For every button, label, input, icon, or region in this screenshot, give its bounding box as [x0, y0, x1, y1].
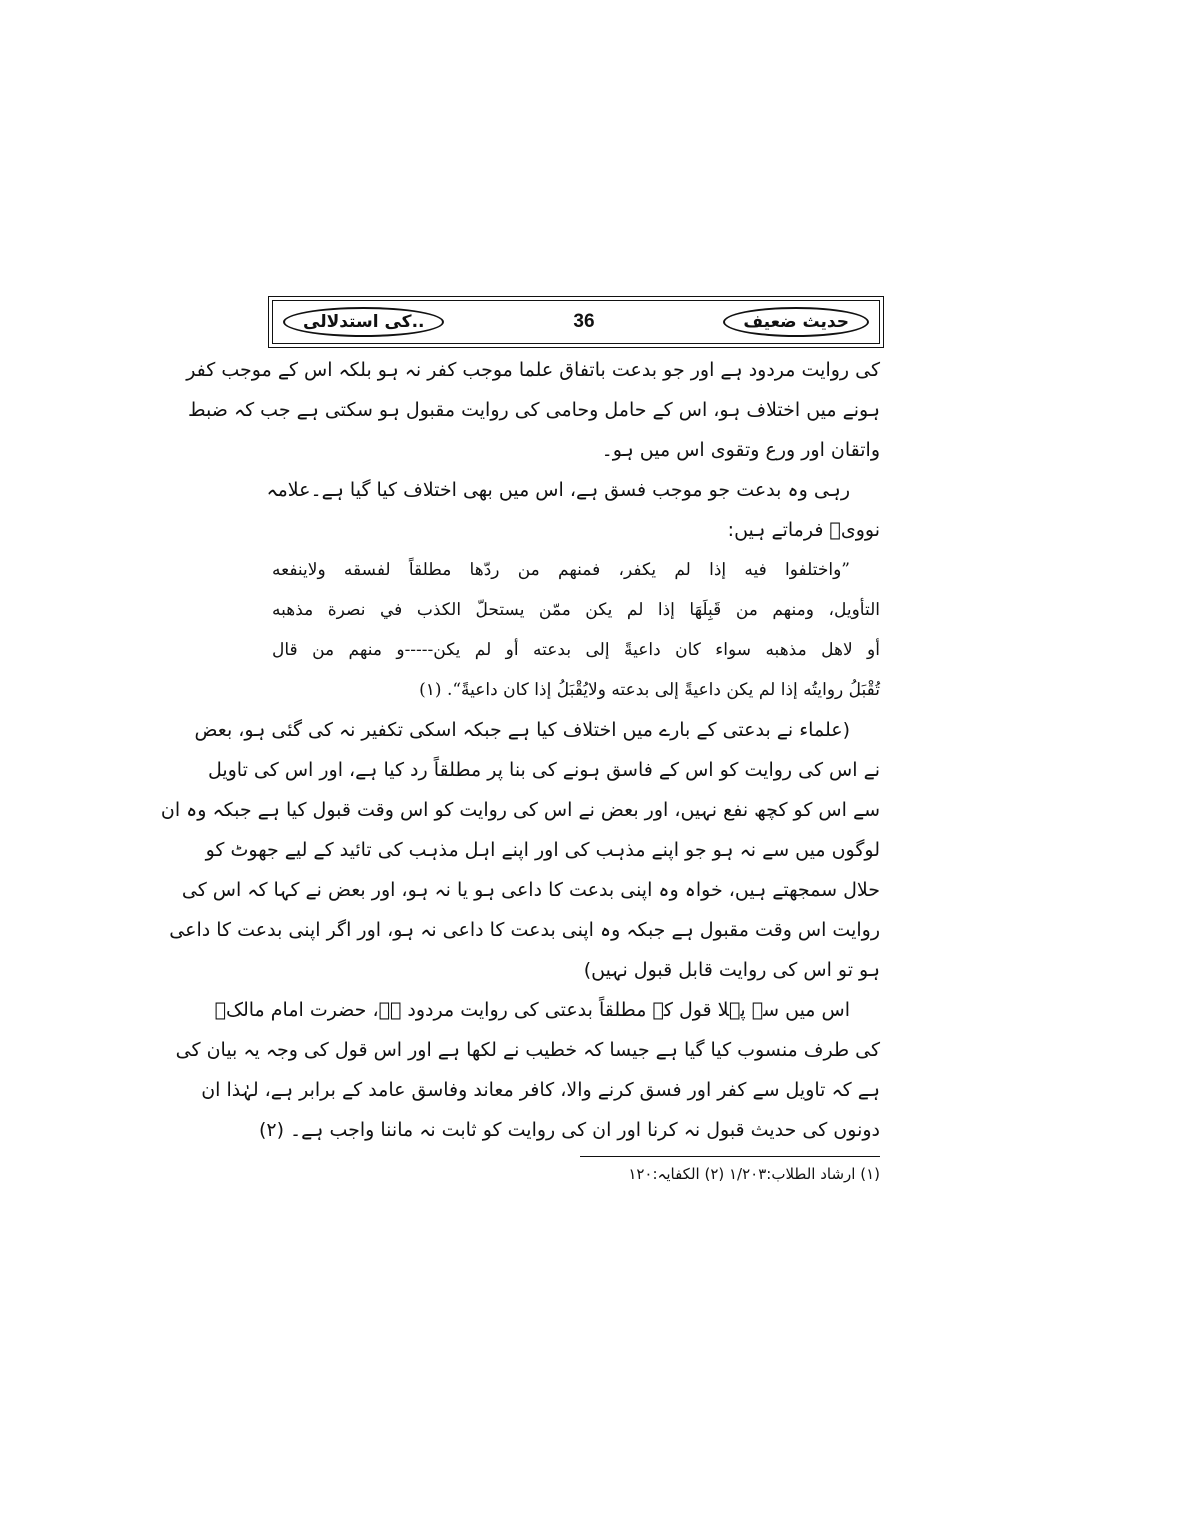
text-line: کی طرف منسوب کیا گیا ہے جیسا کہ خطیب نے لکھا ہے اور اس قول کی وجہ یہ بیان کی	[175, 1039, 880, 1061]
text-line: ہو تو اس کی روایت قابل قبول نہیں)	[583, 959, 880, 981]
text-line: حلال سمجھتے ہیں، خواہ وہ اپنی بدعت کا داعی ہو یا نہ ہو، اور بعض نے کہا کہ اس کی	[181, 879, 880, 901]
header-title-left: کی استدلالی..	[283, 307, 444, 337]
text-line: لوگوں میں سے نہ ہو جو اپنے مذہب کی اور اپنے اہل مذہب کی تائید کے لیے جھوٹ کو	[205, 839, 880, 861]
running-header	[272, 300, 880, 344]
text-line: دونوں کی حدیث قبول نہ کرنا اور ان کی روایت کو ثابت نہ ماننا واجب ہے۔ (۲)	[258, 1119, 880, 1141]
footnote-divider	[580, 1156, 880, 1157]
page	[160, 300, 880, 1183]
page-body	[160, 350, 880, 1150]
page-number: 36	[573, 311, 595, 332]
footnote: (۱) ارشاد الطلاب:۱/۲۰۳ (۲) الکفایہ:۱۲۰	[628, 1165, 880, 1183]
text-line: رہی وہ بدعت جو موجب فسق ہے، اس میں بھی اختلاف کیا گیا ہے۔علامہ	[266, 479, 850, 501]
text-line: ہونے میں اختلاف ہو، اس کے حامل وحامی کی روایت مقبول ہو سکتی ہے جب کہ ضبط	[188, 399, 880, 421]
text-line: کی روایت مردود ہے اور جو بدعت باتفاق علما موجب کفر نہ ہو بلکہ اس کے موجب کفر	[186, 359, 880, 381]
text-line: (علماء نے بدعتی کے بارے میں اختلاف کیا ہے جبکہ اسکی تکفیر نہ کی گئی ہو، بعض	[194, 719, 850, 741]
text-line: روایت اس وقت مقبول ہے جبکہ وہ اپنی بدعت کا داعی نہ ہو، اور اگر اپنی بدعت کا داعی	[169, 919, 880, 941]
arabic-quote-line: ”واختلفوا فيه إذا لم يكفر، فمنهم من ردّها مطلقاً لفسقه ولاينفعه	[272, 560, 850, 580]
text-line: نے اس کی روایت کو اس کے فاسق ہونے کی بنا پر مطلقاً رد کیا ہے، اور اس کی تاویل	[207, 759, 880, 781]
text-line: سے اس کو کچھ نفع نہیں، اور بعض نے اس کی روایت کو اس وقت قبول کیا ہے جبکہ وہ ان	[160, 799, 880, 821]
text-line: ہے کہ تاویل سے کفر اور فسق کرنے والا، کافر معاند وفاسق عامد کے برابر ہے، لہٰذا ان	[201, 1079, 880, 1101]
arabic-quote-line: التأويل، ومنهم من قَبِلَهَا إذا لم يكن ممّن يستحلّ الكذب في نصرة مذهبه	[272, 600, 880, 620]
text-line: واتقان اور ورع وتقوی اس میں ہو۔	[601, 439, 880, 461]
text-line: نوویؒ فرماتے ہیں:	[727, 519, 880, 541]
text-line: اس میں سے پہلا قول کہ مطلقاً بدعتی کی روایت مردود ہے، حضرت امام مالکؒ	[214, 999, 850, 1021]
arabic-quote-line: أو لاهل مذهبه سواء كان داعيةً إلى بدعته أو لم يكن-----و منهم من قال	[272, 640, 880, 660]
arabic-quote-line: تُقْبَلُ روايتُه إذا لم يكن داعيةً إلى بدعته ولايُقْبَلُ إذا كان داعيةً“. (۱)	[419, 680, 880, 700]
header-title-right: حدیث ضعیف	[723, 307, 869, 337]
